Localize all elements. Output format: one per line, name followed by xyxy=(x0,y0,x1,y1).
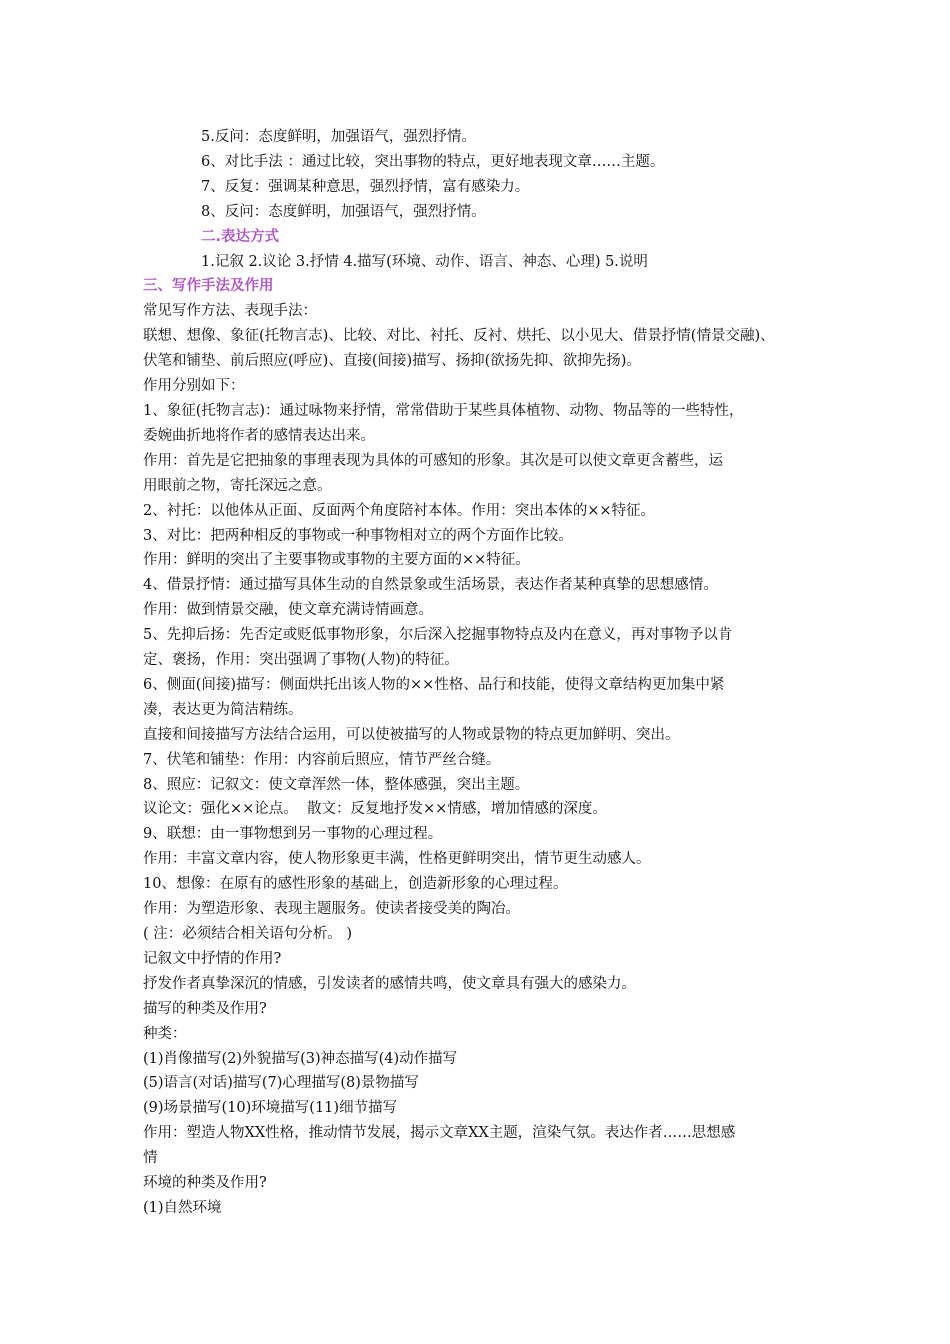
text-line: 委婉曲折地将作者的感情表达出来。 xyxy=(143,427,375,444)
text-line: 6、对比手法 ：通过比较，突出事物的特点，更好地表现文章……主题。 xyxy=(201,153,665,170)
text-line: 作用：为塑造形象、表现主题服务。使读者接受美的陶冶。 xyxy=(143,901,520,918)
section-heading: 二.表达方式 xyxy=(201,228,280,245)
text-line: 9、联想：由一事物想到另一事物的心理过程。 xyxy=(143,826,443,843)
text-line: 5、先抑后扬：先否定或贬低事物形象，尔后深入挖掘事物特点及内在意义，再对事物予以肯 xyxy=(143,627,733,644)
text-line: 用眼前之物，寄托深远之意。 xyxy=(143,477,332,494)
text-line: 常见写作方法、表现手法： xyxy=(143,303,317,320)
text-line: 5.反问：态度鲜明，加强语气，强烈抒情。 xyxy=(201,129,476,145)
text-line: ( 注：必须结合相关语句分析。 ) xyxy=(143,926,353,942)
text-line: 描写的种类及作用? xyxy=(143,1000,267,1017)
text-line: 定、褒扬，作用：突出强调了事物(人物)的特征。 xyxy=(143,652,459,669)
text-line: (1)肖像描写(2)外貌描写(3)神态描写(4)动作描写 xyxy=(143,1050,458,1067)
text-line: 伏笔和铺垫、前后照应(呼应)、直接(间接)描写、扬抑(欲扬先抑、欲抑先扬)。 xyxy=(143,353,641,370)
text-line: 7、伏笔和铺垫：作用：内容前后照应，情节严丝合缝。 xyxy=(143,751,501,768)
text-line: 8、反问：态度鲜明，加强语气，强烈抒情。 xyxy=(201,203,486,220)
text-line: 作用分别如下： xyxy=(143,378,245,395)
text-line: 环境的种类及作用? xyxy=(143,1175,267,1192)
text-line: 1.记叙 2.议论 3.抒情 4.描写(环境、动作、语言、神态、心理) 5.说明 xyxy=(201,253,648,270)
text-line: 情 xyxy=(143,1150,158,1167)
text-line: 作用：做到情景交融，使文章充满诗情画意。 xyxy=(143,602,433,619)
text-line: 凑，表达更为简洁精练。 xyxy=(143,701,303,718)
text-line: 记叙文中抒情的作用? xyxy=(143,950,282,967)
text-line: 作用：首先是它把抽象的事理表现为具体的可感知的形象。其次是可以使文章更含蓄些，运 xyxy=(143,452,723,469)
text-line: 种类： xyxy=(143,1025,187,1042)
text-line: 抒发作者真挚深沉的情感，引发读者的感情共鸣，使文章具有强大的感染力。 xyxy=(143,975,636,992)
text-line: 议论文：强化××论点。 散文：反复地抒发××情感，增加情感的深度。 xyxy=(143,801,607,818)
text-line: 1、象征(托物言志)：通过咏物来抒情，常常借助于某些具体植物、动物、物品等的一些特性， xyxy=(143,402,744,419)
text-line: (9)场景描写(10)环境描写(11)细节描写 xyxy=(143,1100,398,1117)
text-line: 3、对比：把两种相反的事物或一种事物相对立的两个方面作比较。 xyxy=(143,527,573,544)
text-line: 联想、想像、象征(托物言志)、比较、对比、衬托、反衬、烘托、以小见大、借景抒情(情景交融)、 xyxy=(143,328,775,345)
document-body xyxy=(143,125,823,1221)
section-heading: 三、写作手法及作用 xyxy=(143,278,274,295)
text-line: 4、借景抒情：通过描写具体生动的自然景象或生活场景，表达作者某种真挚的思想感情。 xyxy=(143,577,718,594)
text-line: 10、想像：在原有的感性形象的基础上，创造新形象的心理过程。 xyxy=(143,876,568,893)
text-line: 2、衬托：以他体从正面、反面两个角度陪衬本体。作用：突出本体的××特征。 xyxy=(143,502,656,519)
text-line: (1)自然环境 xyxy=(143,1199,222,1216)
text-line: 8、照应：记叙文：使文章浑然一体，整体感强，突出主题。 xyxy=(143,776,530,793)
text-line: 作用：丰富文章内容，使人物形象更丰满，性格更鲜明突出，情节更生动感人。 xyxy=(143,851,651,868)
text-line: 作用：塑造人物XX性格，推动情节发展，揭示文章XX主题，渲染气氛。表达作者……思想感 xyxy=(143,1125,736,1142)
text-line: 直接和间接描写方法结合运用，可以使被描写的人物或景物的特点更加鲜明、突出。 xyxy=(143,726,680,743)
text-line: 7、反复：强调某种意思，强烈抒情，富有感染力。 xyxy=(201,178,530,195)
text-line: 作用：鲜明的突出了主要事物或事物的主要方面的××特征。 xyxy=(143,552,530,569)
text-line: (5)语言(对话)描写(7)心理描写(8)景物描写 xyxy=(143,1075,419,1092)
text-line: 6、侧面(间接)描写：侧面烘托出该人物的××性格、品行和技能，使得文章结构更加集中紧 xyxy=(143,676,725,693)
